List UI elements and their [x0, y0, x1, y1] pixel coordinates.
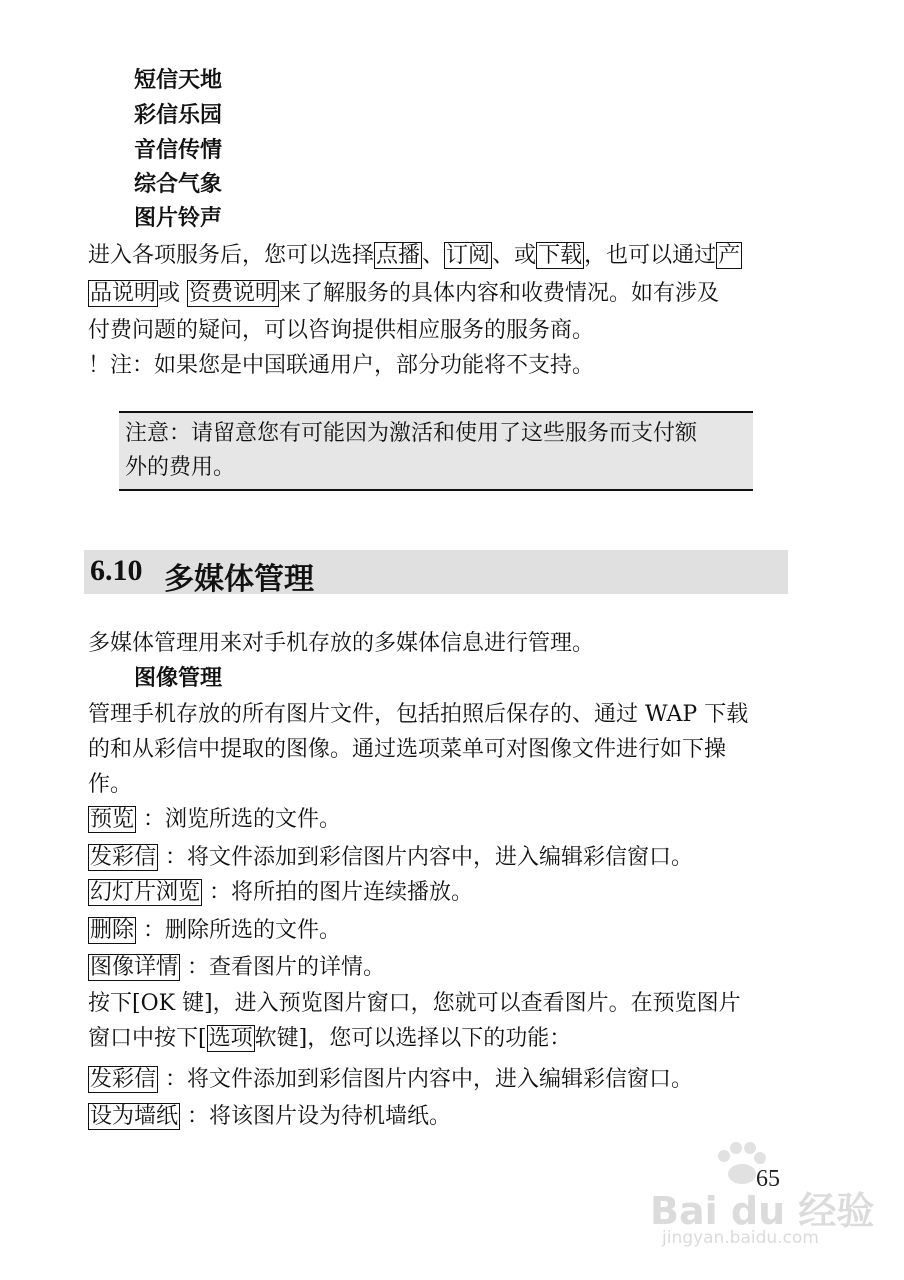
paragraph-line: 管理手机存放的所有图片文件，包括拍照后保存的、通过 WAP 下载: [88, 702, 749, 727]
option-desc: ：浏览所选的文件。: [136, 807, 342, 832]
caution-box: [119, 411, 753, 491]
page-number: 65: [756, 1166, 780, 1192]
option-desc: ：将文件添加到彩信图片内容中，进入编辑彩信窗口。: [158, 1067, 694, 1092]
text: 或: [158, 281, 181, 306]
option-item: [88, 951, 385, 985]
option-key: 图像详情: [90, 955, 179, 980]
paragraph-line: 作。: [88, 772, 133, 797]
baidu-watermark: [650, 1140, 875, 1250]
option-item: [88, 1063, 693, 1097]
unicom-note: ！注：如果您是中国联通用户，部分功能将不支持。: [88, 353, 595, 378]
section-heading: [84, 550, 788, 597]
option-key: 发彩信: [90, 845, 157, 870]
paragraph-line: 按下[OK 键]，进入预览图片窗口，您就可以查看图片。在预览图片: [88, 991, 741, 1016]
text: ，也可以通过: [584, 243, 717, 268]
keyword-box: 品说明: [90, 281, 157, 306]
paragraph-line: [88, 239, 742, 273]
text: 软键]，您可以选择以下的功能：: [254, 1026, 572, 1051]
intro-text: 多媒体管理用来对手机存放的多媒体信息进行管理。: [88, 631, 595, 656]
list-item: 综合气象: [134, 172, 223, 197]
paragraph-line: 付费问题的疑问，可以咨询提供相应服务的服务商。: [88, 318, 595, 343]
option-desc: ：将所拍的图片连续播放。: [202, 880, 474, 905]
option-item: [88, 841, 693, 875]
caution-line: 注意：请留意您有可能因为激活和使用了这些服务而支付额: [125, 421, 698, 446]
option-key: 删除: [90, 918, 135, 943]
keyword-box: 产: [718, 243, 741, 268]
option-desc: ：删除所选的文件。: [136, 918, 342, 943]
option-desc: ：将该图片设为待机墙纸。: [180, 1104, 452, 1129]
list-item: 彩信乐园: [134, 103, 223, 128]
keyword-box: 点播: [376, 243, 421, 268]
caution-line: 外的费用。: [125, 455, 236, 480]
option-item: [88, 803, 341, 837]
paragraph-line: [88, 1022, 571, 1056]
paragraph-line: 的和从彩信中提取的图像。通过选项菜单可对图像文件进行如下操: [88, 737, 727, 762]
list-item: 短信天地: [134, 68, 223, 93]
option-item: [88, 914, 341, 948]
option-desc: ：查看图片的详情。: [180, 955, 386, 980]
option-key: 设为墙纸: [90, 1104, 179, 1129]
option-key: 发彩信: [90, 1067, 157, 1092]
text: 、或: [492, 243, 537, 268]
option-key: 预览: [90, 807, 135, 832]
list-item: 音信传情: [134, 138, 223, 163]
keyword-box: 选项: [208, 1026, 253, 1051]
option-item: [88, 876, 473, 910]
keyword-box: 订阅: [446, 243, 491, 268]
text: 、: [422, 243, 445, 268]
list-item: 图片铃声: [134, 206, 223, 231]
keyword-box: 资费说明: [189, 281, 278, 306]
watermark-url: jingyan.baidu.com: [662, 1228, 819, 1248]
option-key: 幻灯片浏览: [90, 880, 201, 905]
keyword-box: 下载: [538, 243, 583, 268]
watermark-brand: Bai du 经验: [650, 1189, 875, 1233]
text: 来了解服务的具体内容和收费情况。如有涉及: [279, 281, 720, 306]
paragraph-line: [88, 277, 719, 311]
section-title: 多媒体管理: [164, 562, 314, 597]
option-desc: ：将文件添加到彩信图片内容中，进入编辑彩信窗口。: [158, 845, 694, 870]
subheading: 图像管理: [134, 666, 223, 691]
text: 窗口中按下[: [88, 1026, 207, 1051]
section-number: 6.10: [90, 554, 143, 587]
option-item: [88, 1100, 451, 1134]
text: 进入各项服务后，您可以选择: [88, 243, 375, 268]
